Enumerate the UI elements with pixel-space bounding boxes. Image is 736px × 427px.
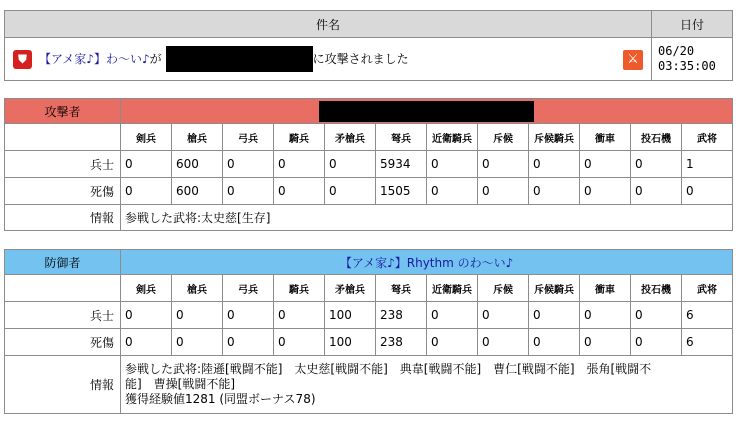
unit-header: 剣兵 — [121, 275, 172, 302]
unit-count: 0 — [478, 178, 529, 205]
report-subject-cell[interactable] — [5, 38, 652, 81]
defender-info-cell — [121, 356, 733, 414]
unit-header-blank — [5, 124, 121, 151]
unit-count: 0 — [529, 151, 580, 178]
unit-count: 0 — [529, 178, 580, 205]
row-label: 兵士 — [5, 302, 121, 329]
attacker-name-cell — [121, 99, 733, 124]
unit-count: 0 — [427, 151, 478, 178]
unit-count: 0 — [223, 151, 274, 178]
row-label: 兵士 — [5, 151, 121, 178]
unit-count: 0 — [223, 302, 274, 329]
row-label: 死傷 — [5, 178, 121, 205]
defender-casualties-row — [5, 329, 733, 356]
unit-count: 0 — [274, 329, 325, 356]
unit-count: 0 — [427, 178, 478, 205]
unit-count: 0 — [580, 302, 631, 329]
attacker-casualties-row — [5, 178, 733, 205]
attacker-soldiers-row — [5, 151, 733, 178]
defender-role-label: 防御者 — [5, 250, 121, 275]
attacker-table — [4, 98, 733, 231]
unit-header: 弩兵 — [376, 275, 427, 302]
info-label: 情報 — [5, 356, 121, 414]
unit-header: 矛槍兵 — [325, 124, 376, 151]
unit-count: 600 — [172, 178, 223, 205]
unit-header: 弓兵 — [223, 275, 274, 302]
unit-count: 0 — [274, 302, 325, 329]
report-date: 06/20 — [658, 44, 695, 58]
unit-header-blank — [5, 275, 121, 302]
sender-clan-tag: 【アメ家♪】 — [39, 51, 106, 66]
unit-count: 0 — [274, 151, 325, 178]
unit-count: 0 — [580, 329, 631, 356]
unit-header: 斥候 — [478, 124, 529, 151]
unit-header: 投石機 — [631, 124, 682, 151]
unit-header: 騎兵 — [274, 275, 325, 302]
defender-name-cell[interactable] — [121, 250, 733, 275]
unit-count: 6 — [682, 329, 733, 356]
unit-count: 0 — [580, 151, 631, 178]
unit-count: 0 — [682, 178, 733, 205]
unit-count: 6 — [682, 302, 733, 329]
subject-column-header: 件名 — [5, 11, 652, 38]
unit-count: 0 — [427, 329, 478, 356]
unit-header: 武将 — [682, 275, 733, 302]
report-time: 03:35:00 — [658, 59, 716, 73]
unit-count: 0 — [631, 329, 682, 356]
mail-icon: ⛊ — [13, 50, 32, 69]
unit-header: 投石機 — [631, 275, 682, 302]
unit-count: 0 — [172, 302, 223, 329]
subject-particle: が — [149, 51, 162, 66]
subject-suffix: に攻撃されました — [312, 51, 409, 66]
unit-count: 0 — [172, 329, 223, 356]
unit-header: 近衛騎兵 — [427, 124, 478, 151]
unit-count: 0 — [325, 178, 376, 205]
unit-count: 0 — [325, 151, 376, 178]
row-label: 死傷 — [5, 329, 121, 356]
defender-table — [4, 249, 733, 414]
unit-header: 斥候騎兵 — [529, 275, 580, 302]
unit-count: 0 — [478, 302, 529, 329]
unit-count: 100 — [325, 329, 376, 356]
attacker-info-row — [5, 205, 733, 231]
defender-experience-line: 獲得経験値1281 (同盟ボーナス78) — [125, 392, 316, 406]
unit-count: 0 — [223, 329, 274, 356]
unit-count: 0 — [580, 178, 631, 205]
redacted-attacker-name — [319, 101, 534, 122]
unit-count: 0 — [478, 151, 529, 178]
unit-count: 100 — [325, 302, 376, 329]
unit-header: 近衛騎兵 — [427, 275, 478, 302]
unit-count: 0 — [274, 178, 325, 205]
unit-count: 600 — [172, 151, 223, 178]
report-subject[interactable] — [39, 52, 409, 66]
unit-count: 0 — [121, 151, 172, 178]
unit-header: 剣兵 — [121, 124, 172, 151]
unit-count: 0 — [427, 302, 478, 329]
attacker-info-text: 参戦した武将:太史慈[生存] — [121, 205, 733, 231]
unit-count: 0 — [121, 329, 172, 356]
date-column-header: 日付 — [652, 11, 733, 38]
unit-header: 槍兵 — [172, 275, 223, 302]
unit-count: 0 — [631, 178, 682, 205]
unit-header: 武将 — [682, 124, 733, 151]
unit-header: 騎兵 — [274, 124, 325, 151]
report-date-cell — [652, 38, 733, 81]
unit-count: 0 — [478, 329, 529, 356]
redacted-target — [166, 46, 313, 72]
unit-header: 槍兵 — [172, 124, 223, 151]
unit-count: 1505 — [376, 178, 427, 205]
unit-header: 弓兵 — [223, 124, 274, 151]
attacker-role-label: 攻撃者 — [5, 99, 121, 124]
unit-header: 弩兵 — [376, 124, 427, 151]
sender-name: わ〜い♪ — [105, 51, 150, 66]
unit-count: 0 — [529, 329, 580, 356]
unit-header: 衝車 — [580, 124, 631, 151]
defender-soldiers-row — [5, 302, 733, 329]
report-header-table — [4, 10, 733, 81]
info-label: 情報 — [5, 205, 121, 231]
unit-count: 0 — [631, 302, 682, 329]
unit-count: 1 — [682, 151, 733, 178]
unit-count: 5934 — [376, 151, 427, 178]
attack-icon: ⚔ — [623, 50, 643, 70]
defender-generals-line: 参戦した武将:陸遜[戦闘不能] 太史慈[戦闘不能] 典韋[戦闘不能] 曹仁[戦闘不能] 張角[戦闘不 — [125, 362, 652, 376]
unit-count: 238 — [376, 302, 427, 329]
defender-generals-line-cont: 能] 曹操[戦闘不能] — [125, 377, 236, 391]
unit-count: 238 — [376, 329, 427, 356]
unit-count: 0 — [529, 302, 580, 329]
unit-count: 0 — [121, 302, 172, 329]
unit-count: 0 — [121, 178, 172, 205]
unit-header: 矛槍兵 — [325, 275, 376, 302]
unit-count: 0 — [631, 151, 682, 178]
defender-info-row — [5, 356, 733, 414]
unit-header: 斥候 — [478, 275, 529, 302]
unit-header: 衝車 — [580, 275, 631, 302]
defender-name[interactable]: 【アメ家♪】Rhythm のわ〜い♪ — [339, 255, 514, 270]
unit-header: 斥候騎兵 — [529, 124, 580, 151]
unit-count: 0 — [223, 178, 274, 205]
